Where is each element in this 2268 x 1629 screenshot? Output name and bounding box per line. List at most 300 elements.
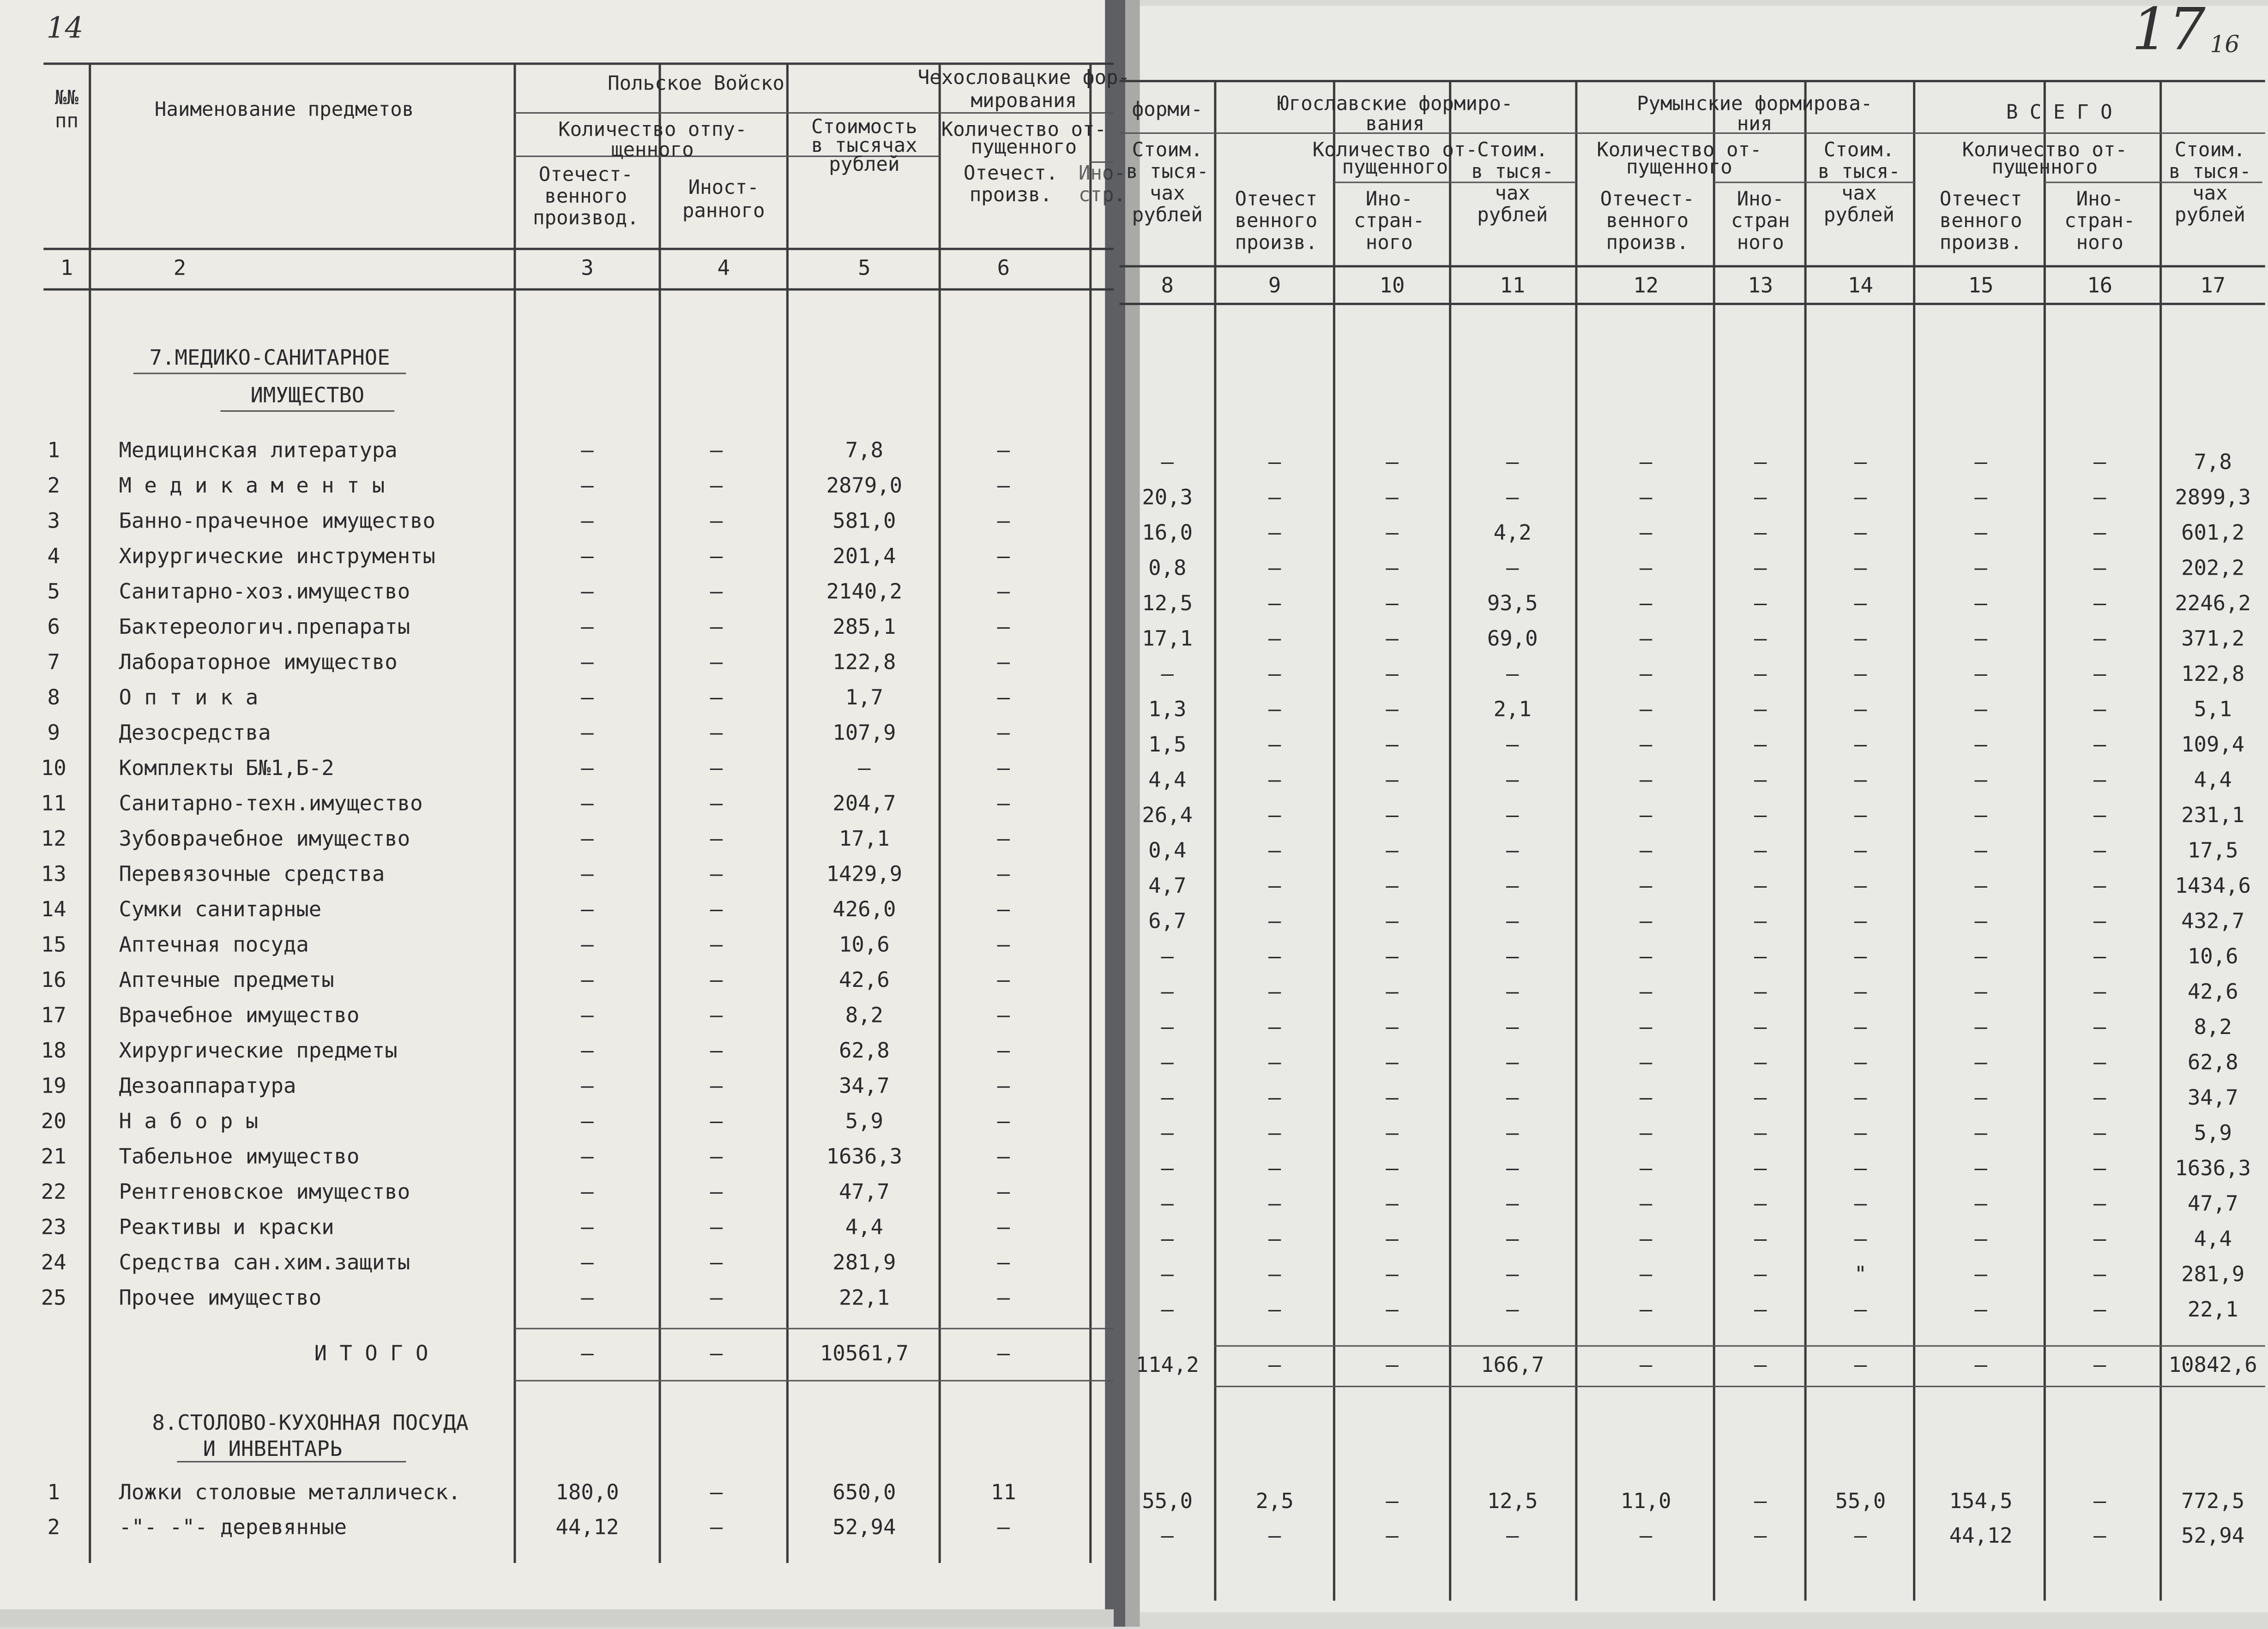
cell-c10: – (1386, 1155, 1399, 1180)
cell-c9: – (1268, 873, 1281, 898)
cell-c13: – (1754, 1226, 1767, 1251)
cell-c8: – (1161, 1155, 1174, 1180)
cell-c10: – (1386, 873, 1399, 898)
cell-c9: – (1268, 661, 1281, 686)
cell-c12: – (1639, 1155, 1653, 1180)
header-total-qty: Количество от- (1962, 138, 2128, 161)
total-label: И Т О Г О (314, 1341, 428, 1366)
cell-c6: – (997, 649, 1010, 674)
total-c10: – (1386, 1352, 1399, 1377)
header-rom-foreign: Ино- (1737, 187, 1784, 210)
header-rom-foreign: стран (1731, 209, 1790, 232)
item-name: Перевязочные средства (119, 861, 385, 886)
cell-c14: " (1854, 1262, 1867, 1286)
header-romanian: ния (1737, 112, 1773, 135)
header-item-name: Наименование предметов (154, 97, 414, 120)
header-czech: мирования (971, 89, 1077, 112)
row-number: 24 (41, 1250, 66, 1275)
cell-c5: 204,7 (832, 791, 896, 816)
header-rom-qty: Количество от- (1597, 138, 1762, 161)
cell-c15: – (1974, 979, 1987, 1004)
cell-c5: 650,0 (832, 1480, 896, 1505)
cell-c3: – (581, 897, 594, 922)
row-number: 15 (41, 932, 66, 957)
cell-c5: 17,1 (838, 826, 890, 851)
cell-c14: – (1854, 1191, 1867, 1216)
header-czech-qty: пущенного (971, 135, 1077, 158)
cell-c16: – (2093, 485, 2106, 510)
cell-c11: – (1506, 485, 1519, 510)
header-total-domestic: венного (1939, 209, 2022, 232)
cell-c9: – (1268, 944, 1281, 968)
cell-c4: – (710, 614, 723, 639)
cell-c5: 5,9 (845, 1109, 883, 1134)
cell-c10: – (1386, 1014, 1399, 1039)
header-foreign: ранного (682, 199, 765, 222)
item-name: Н а б о р ы (119, 1109, 259, 1134)
cell-c9: – (1268, 1085, 1281, 1110)
item-name: Табельное имущество (119, 1144, 360, 1169)
cell-c15: – (1974, 449, 1987, 474)
row-number: 13 (41, 861, 66, 886)
cell-c16: – (2093, 661, 2106, 686)
cell-c9: – (1268, 1262, 1281, 1286)
header-yugoslav: Югославские формиро- (1277, 92, 1513, 115)
item-name: Лабораторное имущество (119, 649, 398, 674)
header-rom-cost: в тыся- (1817, 160, 1900, 183)
cell-c4: – (710, 791, 723, 816)
cell-c9: – (1268, 1297, 1281, 1322)
cell-c4: – (710, 1073, 723, 1098)
header-czech-domestic: произв. (969, 183, 1052, 206)
header-yugo-qty: пущенного (1342, 156, 1448, 179)
cell-c14: – (1854, 873, 1867, 898)
cell-c10: – (1386, 802, 1399, 827)
cell-c3: – (581, 614, 594, 639)
cell-c16: – (2093, 555, 2106, 580)
header-rom-cost: рублей (1823, 203, 1894, 226)
cell-c3: – (581, 1144, 594, 1169)
cell-c17: 34,7 (2187, 1085, 2238, 1110)
cell-c17: 202,2 (2181, 555, 2245, 580)
cell-c4: – (710, 720, 723, 745)
cell-c11: – (1506, 449, 1519, 474)
cell-c6: – (997, 1073, 1010, 1098)
item-name: Прочее имущество (119, 1285, 322, 1310)
cell-c12: – (1639, 590, 1653, 615)
row-number: 4 (47, 544, 60, 569)
cell-c10: – (1386, 1120, 1399, 1145)
cell-c10: – (1386, 767, 1399, 792)
cell-c4: – (710, 544, 723, 569)
cell-c17: 601,2 (2181, 520, 2245, 545)
cell-c6: – (997, 1250, 1010, 1275)
cell-c11: 93,5 (1487, 590, 1538, 615)
header-czech-cost: рублей (1132, 203, 1203, 226)
cell-c13: – (1754, 520, 1767, 545)
cell-c3: 180,0 (555, 1480, 619, 1505)
cell-c6: – (997, 968, 1010, 992)
cell-c9: – (1268, 555, 1281, 580)
cell-c13: – (1754, 1297, 1767, 1322)
cell-c11: – (1506, 1155, 1519, 1180)
cell-c12: – (1639, 1085, 1653, 1110)
cell-c10: – (1386, 979, 1399, 1004)
cell-c16: – (2093, 873, 2106, 898)
cell-c13: – (1754, 1262, 1767, 1286)
cell-c3: – (581, 1285, 594, 1310)
row-number: 8 (47, 685, 60, 710)
cell-c17: 4,4 (2194, 1226, 2232, 1251)
cell-c17: 1434,6 (2175, 873, 2251, 898)
item-name: М е д и к а м е н т ы (119, 473, 385, 498)
row-number: 21 (41, 1144, 66, 1169)
cell-c13: – (1754, 838, 1767, 863)
cell-c5: 201,4 (832, 544, 896, 569)
header-yugo-cost: рублей (1477, 203, 1548, 226)
row-number: 22 (41, 1179, 66, 1204)
header-czech-domestic: Отечест. (963, 161, 1058, 184)
cell-c6: – (997, 579, 1010, 604)
cell-c4: – (710, 1214, 723, 1239)
cell-c6: – (997, 756, 1010, 781)
cell-c10: – (1386, 1523, 1399, 1548)
cell-c16: – (2093, 449, 2106, 474)
header-domestic: венного (544, 184, 627, 207)
cell-c4: – (710, 861, 723, 886)
cell-c12: – (1639, 838, 1653, 863)
cell-c5: 47,7 (838, 1179, 890, 1204)
cell-c16: – (2093, 838, 2106, 863)
cell-c12: – (1639, 1014, 1653, 1039)
cell-c3: – (581, 438, 594, 463)
column-number: 11 (1500, 273, 1526, 298)
cell-c10: – (1386, 1226, 1399, 1251)
item-name: Хирургические инструменты (119, 544, 435, 569)
cell-c5: 34,7 (838, 1073, 890, 1098)
cell-c17: 10,6 (2187, 944, 2238, 968)
cell-c12: – (1639, 1262, 1653, 1286)
cell-c12: – (1639, 802, 1653, 827)
header-rom-foreign: ного (1737, 231, 1784, 254)
header-rom-domestic: Отечест- (1600, 187, 1695, 210)
cell-c5: 285,1 (832, 614, 896, 639)
cell-c11: – (1506, 1050, 1519, 1075)
cell-c6: – (997, 1214, 1010, 1239)
column-number: 12 (1633, 273, 1659, 298)
total-c13: – (1754, 1352, 1767, 1377)
cell-c8: – (1161, 1085, 1174, 1110)
cell-c9: – (1268, 732, 1281, 757)
cell-c17: 5,1 (2194, 697, 2232, 721)
column-number: 5 (858, 255, 871, 280)
cell-c10: – (1386, 1050, 1399, 1075)
cell-c8: 55,0 (1142, 1488, 1193, 1513)
header-yugo-cost: в тыся- (1471, 160, 1554, 183)
cell-c8: 26,4 (1142, 802, 1193, 827)
header-qty-released: Количество отпу- (558, 118, 747, 141)
cell-c10: – (1386, 1085, 1399, 1110)
cell-c17: 231,1 (2181, 802, 2245, 827)
cell-c12: – (1639, 697, 1653, 721)
cell-c11: – (1506, 732, 1519, 757)
handwritten-page-mark: 16 (2210, 30, 2240, 58)
cell-c9: – (1268, 1523, 1281, 1548)
cell-c8: – (1161, 1014, 1174, 1039)
header-rom-cost: чах (1841, 181, 1877, 204)
cell-c11: – (1506, 979, 1519, 1004)
cell-c5: 62,8 (838, 1038, 890, 1063)
row-number: 19 (41, 1073, 66, 1098)
cell-c15: – (1974, 1226, 1987, 1251)
cell-c3: – (581, 1073, 594, 1098)
cell-c14: – (1854, 1120, 1867, 1145)
cell-c16: – (2093, 1262, 2106, 1286)
header-nn: №№ (54, 86, 79, 109)
cell-c8: 6,7 (1148, 908, 1187, 933)
cell-c14: – (1854, 1297, 1867, 1322)
cell-c6: – (997, 791, 1010, 816)
cell-c8: – (1161, 449, 1174, 474)
header-total-domestic: Отечест (1939, 187, 2022, 210)
cell-c8: – (1161, 944, 1174, 968)
cell-c17: 772,5 (2181, 1488, 2245, 1513)
cell-c4: – (710, 1109, 723, 1134)
cell-c12: – (1639, 1191, 1653, 1216)
cell-c14: – (1854, 520, 1867, 545)
cell-c8: – (1161, 1120, 1174, 1145)
cell-c17: 5,9 (2194, 1120, 2232, 1145)
column-number: 1 (60, 255, 73, 280)
row-number: 16 (41, 968, 66, 992)
item-name: Реактивы и краски (119, 1214, 334, 1239)
cell-c16: – (2093, 1085, 2106, 1110)
cell-c9: – (1268, 520, 1281, 545)
cell-c17: 122,8 (2181, 661, 2245, 686)
cell-c6: – (997, 897, 1010, 922)
cell-c11: – (1506, 944, 1519, 968)
row-number: 17 (41, 1003, 66, 1028)
cell-c10: – (1386, 732, 1399, 757)
cell-c15: – (1974, 1120, 1987, 1145)
cell-c14: – (1854, 1014, 1867, 1039)
row-number: 7 (47, 649, 60, 674)
cell-c6: – (997, 614, 1010, 639)
section-8-title: 8.СТОЛОВО-КУХОННАЯ ПОСУДА (152, 1410, 469, 1435)
header-rom-domestic: венного (1606, 209, 1689, 232)
cell-c9: – (1268, 485, 1281, 510)
header-yugo-domestic: Отечест (1235, 187, 1318, 210)
cell-c5: 122,8 (832, 649, 896, 674)
cell-c9: – (1268, 838, 1281, 863)
cell-c9: – (1268, 1155, 1281, 1180)
cell-c8: – (1161, 1297, 1174, 1322)
item-name: Дезоаппаратура (119, 1073, 296, 1098)
cell-c12: – (1639, 520, 1653, 545)
cell-c6: – (997, 473, 1010, 498)
cell-c5: 2879,0 (826, 473, 903, 498)
cell-c6: – (997, 1285, 1010, 1310)
cell-c5: 22,1 (838, 1285, 890, 1310)
cell-c10: – (1386, 1488, 1399, 1513)
header-czech-foreign: Ино- (1078, 161, 1126, 184)
cell-c16: – (2093, 1488, 2106, 1513)
cell-c6: – (997, 932, 1010, 957)
cell-c3: – (581, 1109, 594, 1134)
cell-c10: – (1386, 838, 1399, 863)
cell-c5: 10,6 (838, 932, 890, 957)
cell-c5: 7,8 (845, 438, 883, 463)
item-name: Банно-прачечное имущество (119, 508, 435, 533)
cell-c4: – (710, 579, 723, 604)
cell-c10: – (1386, 1191, 1399, 1216)
cell-c14: – (1854, 732, 1867, 757)
cell-c8: – (1161, 1191, 1174, 1216)
column-number: 14 (1848, 273, 1873, 298)
cell-c11: – (1506, 838, 1519, 863)
item-name: Средства сан.хим.защиты (119, 1250, 410, 1275)
cell-c13: – (1754, 908, 1767, 933)
cell-c3: – (581, 508, 594, 533)
cell-c14: – (1854, 1155, 1867, 1180)
cell-c9: – (1268, 697, 1281, 721)
row-number: 10 (41, 756, 66, 781)
cell-c4: – (710, 1515, 723, 1539)
cell-c14: – (1854, 767, 1867, 792)
item-name: Санитарно-техн.имущество (119, 791, 423, 816)
cell-c10: – (1386, 1297, 1399, 1322)
cell-c5: 8,2 (845, 1003, 883, 1028)
cell-c4: – (710, 438, 723, 463)
cell-c17: 109,4 (2181, 732, 2245, 757)
cell-c6: – (997, 1179, 1010, 1204)
cell-c15: – (1974, 555, 1987, 580)
cell-c16: – (2093, 908, 2106, 933)
header-yugo-domestic: венного (1235, 209, 1318, 232)
cell-c10: – (1386, 555, 1399, 580)
cell-c16: – (2093, 590, 2106, 615)
cell-c5: 581,0 (832, 508, 896, 533)
total-c6: – (997, 1341, 1010, 1366)
header-cost: в тысячах (811, 134, 917, 157)
row-number: 23 (41, 1214, 66, 1239)
cell-c4: – (710, 756, 723, 781)
cell-c9: – (1268, 626, 1281, 651)
header-domestic: производ. (532, 206, 639, 229)
cell-c13: – (1754, 555, 1767, 580)
cell-c16: – (2093, 1191, 2106, 1216)
cell-c16: – (2093, 767, 2106, 792)
header-total-foreign: ного (2076, 231, 2123, 254)
item-name: Дезосредства (119, 720, 271, 745)
total-c11: 166,7 (1481, 1352, 1544, 1377)
header-yugo-foreign: ного (1365, 231, 1413, 254)
cell-c8: 1,3 (1148, 697, 1187, 721)
cell-c14: – (1854, 555, 1867, 580)
cell-c3: – (581, 685, 594, 710)
cell-c15: – (1974, 590, 1987, 615)
cell-c13: – (1754, 626, 1767, 651)
item-name: Врачебное имущество (119, 1003, 360, 1028)
cell-c9: – (1268, 1226, 1281, 1251)
cell-c11: 4,2 (1493, 520, 1532, 545)
cell-c9: – (1268, 767, 1281, 792)
cell-c11: – (1506, 1014, 1519, 1039)
cell-c15: – (1974, 1050, 1987, 1075)
cell-c3: – (581, 1038, 594, 1063)
cell-c5: – (858, 756, 871, 781)
header-total-foreign: стран- (2064, 209, 2135, 232)
cell-c3: – (581, 1179, 594, 1204)
column-number: 2 (173, 255, 187, 280)
total-c9: – (1268, 1352, 1281, 1377)
cell-c11: – (1506, 1226, 1519, 1251)
cell-c3: – (581, 791, 594, 816)
header-czech: Чехословацкие фор- (917, 66, 1130, 89)
cell-c3: 44,12 (555, 1515, 619, 1539)
cell-c8: 0,8 (1148, 555, 1187, 580)
cell-c9: – (1268, 979, 1281, 1004)
cell-c17: 47,7 (2187, 1191, 2238, 1216)
total-c14: – (1854, 1352, 1867, 1377)
cell-c12: – (1639, 732, 1653, 757)
cell-c8: 12,5 (1142, 590, 1193, 615)
section-7-title: ИМУЩЕСТВО (250, 383, 365, 408)
cell-c13: – (1754, 449, 1767, 474)
cell-c11: 12,5 (1487, 1488, 1538, 1513)
total-c8: 114,2 (1135, 1352, 1199, 1377)
row-number: 6 (47, 614, 60, 639)
cell-c11: – (1506, 873, 1519, 898)
cell-c16: – (2093, 1050, 2106, 1075)
cell-c16: – (2093, 979, 2106, 1004)
cell-c5: 107,9 (832, 720, 896, 745)
cell-c13: – (1754, 873, 1767, 898)
cell-c11: 69,0 (1487, 626, 1538, 651)
cell-c8: 4,7 (1148, 873, 1187, 898)
column-number: 10 (1379, 273, 1405, 298)
item-name: Хирургические предметы (119, 1038, 398, 1063)
cell-c3: – (581, 649, 594, 674)
cell-c8: 1,5 (1148, 732, 1187, 757)
row-number: 3 (47, 508, 60, 533)
cell-c12: – (1639, 626, 1653, 651)
header-total-qty: пущенного (1991, 156, 2098, 179)
cell-c16: – (2093, 1014, 2106, 1039)
cell-c8: – (1161, 1523, 1174, 1548)
cell-c11: – (1506, 1085, 1519, 1110)
cell-c15: – (1974, 732, 1987, 757)
cell-c11: – (1506, 1523, 1519, 1548)
column-number: 6 (997, 255, 1010, 280)
cell-c16: – (2093, 1297, 2106, 1322)
item-name: Аптечные предметы (119, 968, 334, 992)
cell-c10: – (1386, 590, 1399, 615)
cell-c15: – (1974, 485, 1987, 510)
cell-c8: 17,1 (1142, 626, 1193, 651)
cell-c6: – (997, 720, 1010, 745)
cell-c13: – (1754, 1488, 1767, 1513)
cell-c13: – (1754, 1050, 1767, 1075)
cell-c10: – (1386, 520, 1399, 545)
cell-c6: – (997, 1515, 1010, 1539)
cell-c11: – (1506, 661, 1519, 686)
header-romanian: Румынские формирова- (1636, 92, 1873, 115)
cell-c4: – (710, 968, 723, 992)
cell-c4: – (710, 1038, 723, 1063)
cell-c15: – (1974, 1085, 1987, 1110)
cell-c9: – (1268, 590, 1281, 615)
